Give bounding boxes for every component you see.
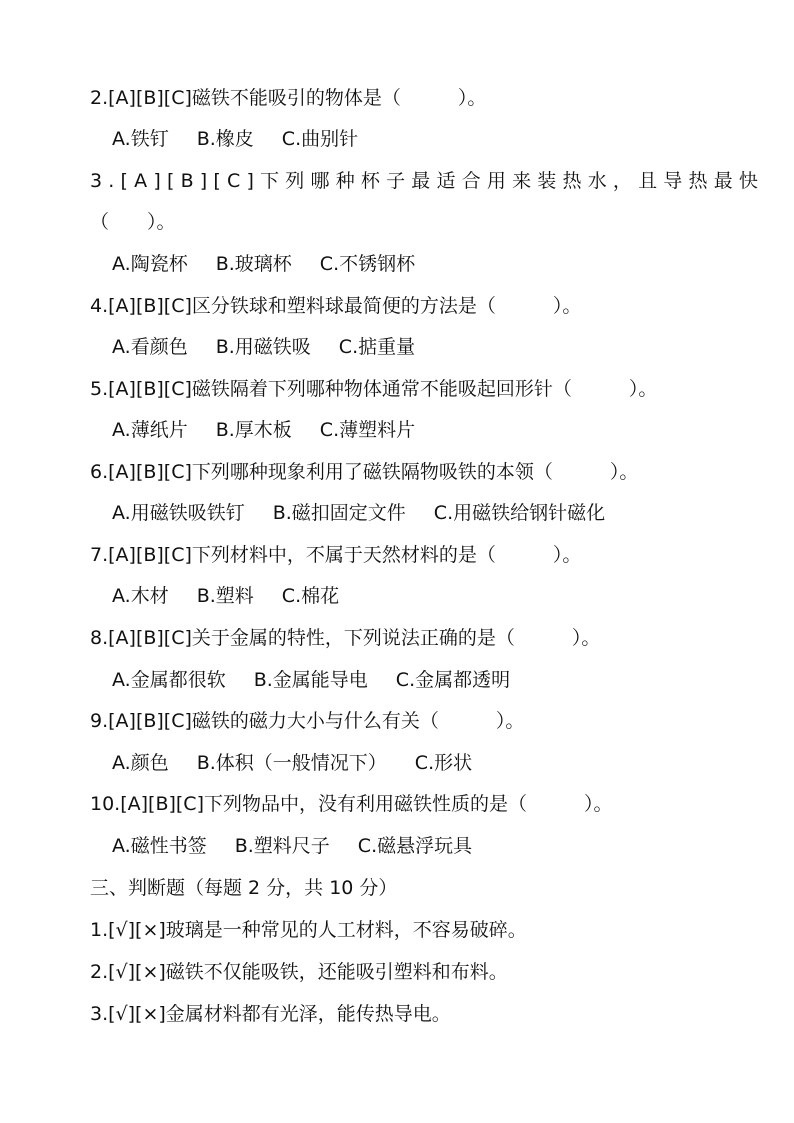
option-b: B.体积（一般情况下） [196, 752, 387, 774]
option-c: C.用磁铁给钢针磁化 [433, 502, 606, 524]
question-options [112, 668, 538, 692]
question-stem: 2.[A][B][C]磁铁不能吸引的物体是（ ）。 [90, 87, 487, 109]
option-b: B.玻璃杯 [215, 253, 292, 275]
question-options [112, 834, 500, 858]
option-b: B.磁扣固定文件 [272, 502, 406, 524]
option-c: C.金属都透明 [395, 669, 511, 691]
question-stem: 3.[A][B][C]下列哪种杯子最适合用来装热水，且导热最快 [90, 170, 765, 192]
option-a: A.陶瓷杯 [112, 253, 188, 275]
option-a: A.用磁铁吸铁钉 [112, 502, 245, 524]
question-options [112, 584, 367, 608]
question-options [112, 418, 443, 442]
judgement-item: 3.[√][×]金属材料都有光泽，能传热导电。 [90, 1003, 451, 1025]
question-options [112, 501, 633, 525]
question-stem: 10.[A][B][C]下列物品中，没有利用磁铁性质的是（ ）。 [90, 793, 613, 815]
option-b: B.金属能导电 [253, 669, 368, 691]
option-b: B.塑料 [196, 585, 254, 607]
section-heading: 三、判断题（每题 2 分，共 10 分） [90, 877, 398, 899]
judgement-item: 2.[√][×]磁铁不仅能吸铁，还能吸引塑料和布料。 [90, 961, 508, 983]
option-b: B.塑料尺子 [234, 835, 330, 857]
option-c: C.掂重量 [338, 336, 416, 358]
option-c: C.曲别针 [281, 128, 359, 150]
question-options [112, 335, 443, 359]
option-c: C.磁悬浮玩具 [357, 835, 473, 857]
option-a: A.薄纸片 [112, 419, 188, 441]
question-stem: 8.[A][B][C]关于金属的特性，下列说法正确的是（ ）。 [90, 627, 601, 649]
question-stem: 7.[A][B][C]下列材料中，不属于天然材料的是（ ）。 [90, 544, 582, 566]
option-c: C.薄塑料片 [319, 419, 416, 441]
option-b: B.用磁铁吸 [215, 336, 311, 358]
judgement-item: 1.[√][×]玻璃是一种常见的人工材料，不容易破碎。 [90, 919, 527, 941]
question-stem: 6.[A][B][C]下列哪种现象利用了磁铁隔物吸铁的本领（ ）。 [90, 461, 639, 483]
option-a: A.金属都很软 [112, 669, 226, 691]
option-b: B.厚木板 [215, 419, 292, 441]
question-options [112, 252, 443, 276]
question-options [112, 751, 500, 775]
option-b: B.橡皮 [196, 128, 254, 150]
option-a: A.铁钉 [112, 128, 169, 150]
option-c: C.棉花 [281, 585, 340, 607]
question-stem: 4.[A][B][C]区分铁球和塑料球最简便的方法是（ ）。 [90, 295, 582, 317]
question-stem-continuation: （ ）。 [90, 211, 176, 233]
option-a: A.颜色 [112, 752, 169, 774]
question-options [112, 127, 386, 151]
option-a: A.磁性书签 [112, 835, 207, 857]
question-stem: 5.[A][B][C]磁铁隔着下列哪种物体通常不能吸起回形针（ ）。 [90, 378, 658, 400]
option-c: C.不锈钢杯 [319, 253, 416, 275]
question-stem: 9.[A][B][C]磁铁的磁力大小与什么有关（ ）。 [90, 710, 525, 732]
option-a: A.看颜色 [112, 336, 188, 358]
option-a: A.木材 [112, 585, 169, 607]
option-c: C.形状 [414, 752, 473, 774]
